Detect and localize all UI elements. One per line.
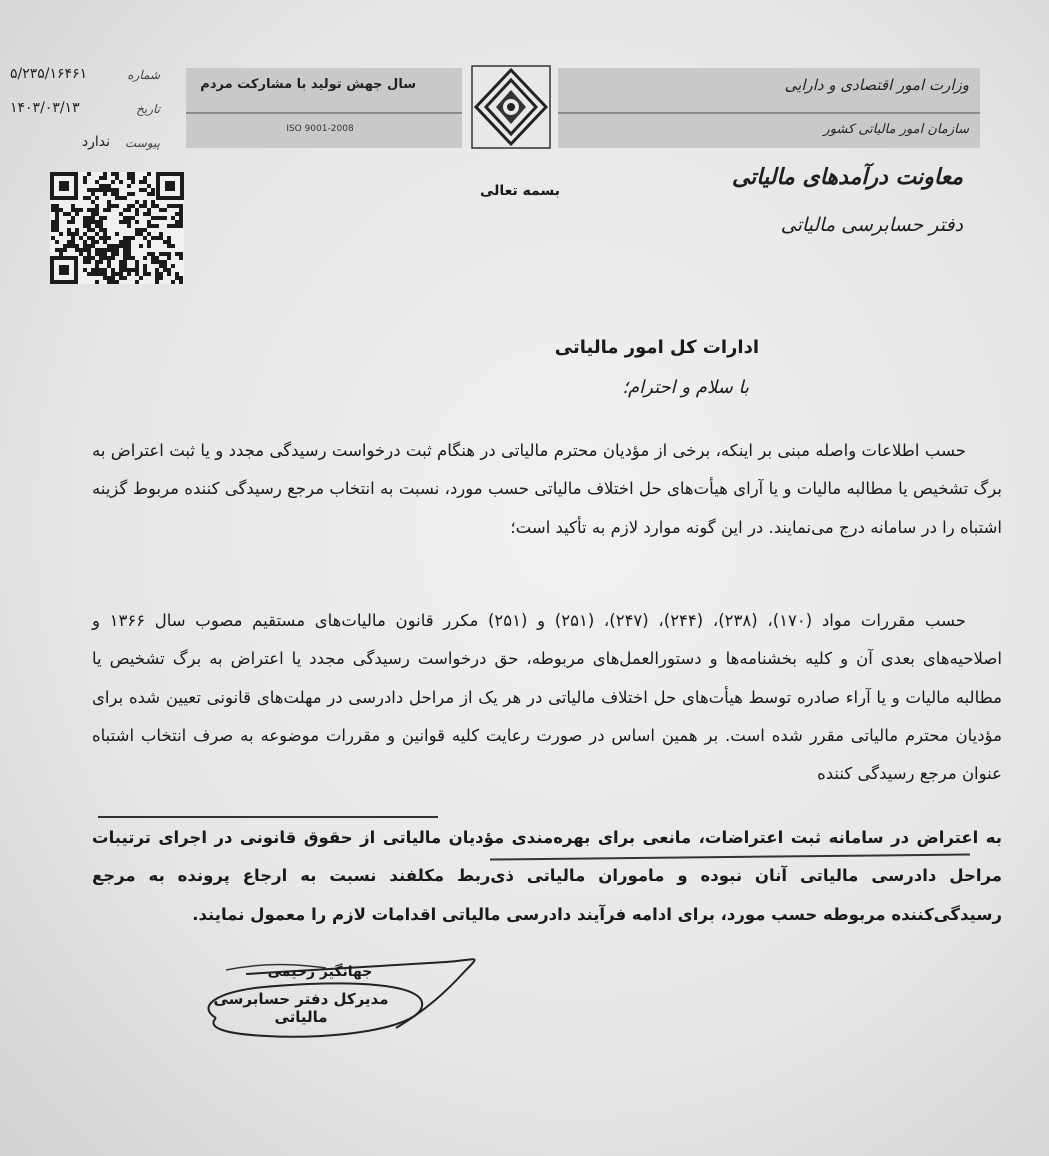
paragraph-2: حسب مقررات مواد (۱۷۰)، (۲۳۸)، (۲۴۴)، (۲۴۷)، (۲۵۱) و (۲۵۱) مکرر قانون مالیات‌های مستقیم مصوب سال ۱۳۶۶ و اصلاحیه‌های بعدی آن و کلیه بخشنامه‌ها و دستورالعمل‌های مربوطه، حق درخواست رسیدگی مجدد یا اعتراض به برگ تشخیص یا مطالبه مالیات و یا آراء صادره توسط هیأت‌های حل اختلاف مالیاتی در هر یک از مراحل دادرسی در مهلت‌های قانونی تعیین شده برای مؤدیان محترم مالیاتی مقرر شده است. بر همین اساس در صورت رعایت کلیه قوانین و مقررات موضوعه به صرف انتخاب اشتباه عنوان مرجع رسیدگی کننده [92, 611, 1002, 784]
letter-number-label: شماره [127, 68, 160, 82]
signer-name: جهانگیر رحیمی [267, 964, 373, 980]
signer-title: مدیرکل دفتر حسابرسی مالیاتی [213, 990, 389, 1026]
hand-underline [98, 816, 438, 818]
letter-date-label: تاریخ [136, 102, 160, 116]
iso-label: ISO 9001-2008 [286, 124, 354, 134]
bismillah-heading: بسمه تعالی [479, 183, 561, 199]
organization-name: سازمان امور مالیاتی کشور [823, 122, 969, 137]
letter-date: ۱۴۰۳/۰۳/۱۳ [10, 100, 80, 116]
deputy-name: معاونت درآمدهای مالیاتی [731, 164, 963, 190]
attachment-label: پیوست [125, 136, 160, 150]
paragraph-1: حسب اطلاعات واصله مبنی بر اینکه، برخی از مؤدیان محترم مالیاتی در هنگام ثبت درخواست رسیدگی مجدد و یا ثبت اعتراض به برگ تشخیص یا مطالبه مالیات و یا آرای هیأت‌های حل اختلاف مالیاتی حسب مورد، نسبت به انتخاب مرجع رسیدگی کننده مربوط گزینه اشتباه را در سامانه درج می‌نمایند. در این گونه موارد لازم به تأکید است؛ [92, 441, 1002, 537]
greeting: با سلام و احترام؛ [622, 377, 749, 398]
office-name: دفتر حسابرسی مالیاتی [780, 214, 963, 236]
attachment-value: ندارد [81, 134, 110, 150]
organization-emblem-icon [470, 64, 552, 150]
letter-number: ۵/۲۳۵/۱۶۴۶۱ [10, 66, 88, 82]
slogan: سال جهش تولید با مشارکت مردم [200, 77, 416, 92]
ministry-name: وزارت امور اقتصادی و دارایی [784, 76, 969, 94]
recipient: ادارات کل امور مالیاتی [554, 337, 759, 358]
paragraph-3: به اعتراض در سامانه ثبت اعتراضات، مانعی برای بهره‌مندی مؤدیان مالیاتی از حقوق قانونی در اجرای ترتیبات مراحل دادرسی مالیاتی آنان نبوده و ماموران مالیاتی ذی‌ربط مکلفند نسبت به ارجاع پرونده به مرجع رسیدگی‌کننده مربوطه حسب مورد، برای ادامه فرآیند دادرسی مالیاتی اقدامات لازم را معمول نمایند. [92, 828, 1002, 924]
qr-code-icon [50, 172, 184, 284]
